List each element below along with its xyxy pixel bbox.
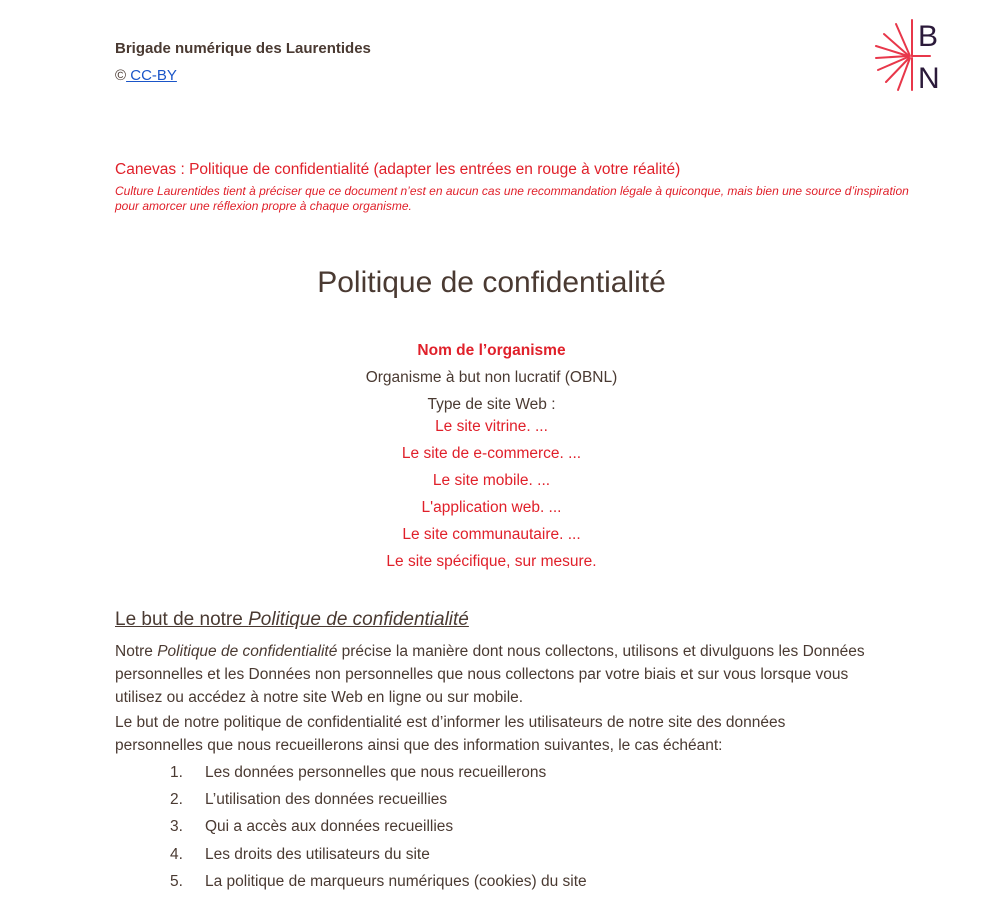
list-number: 5.	[170, 872, 183, 890]
list-number: 2.	[170, 791, 183, 809]
bn-logo	[872, 16, 944, 92]
site-type-item: Le site vitrine. ...	[435, 418, 548, 435]
list-item	[170, 762, 587, 789]
disclaimer: Culture Laurentides tient à préciser que ce document n’est en aucun cas une recommandation légale à quiconque, mais bien une source d’inspiration pour amorcer une réflexion propre à chaque organisme.	[115, 184, 909, 213]
section-heading-prefix: Le but de notre	[115, 609, 249, 630]
logo-letter-n: N	[918, 62, 940, 92]
site-type-item: Le site mobile. ...	[432, 472, 551, 489]
p1-rest: précise la manière dont nous collectons, utilisons et divulguons les Données personnelles et les Données non personnelles que nous collectons par votre biais et sur vous lorsque vous utilisez ou accédez à notre site Web en ligne ou sur mobile.	[115, 643, 865, 706]
list-number: 3.	[170, 818, 183, 836]
section-heading	[115, 609, 469, 631]
purpose-list	[170, 762, 587, 898]
list-item	[170, 871, 587, 898]
list-number: 4.	[170, 845, 183, 863]
site-type-item: Le site de e-commerce. ...	[401, 445, 582, 462]
p1-italic: Politique de confidentialité	[157, 643, 338, 660]
paragraph-purpose: Le but de notre politique de confidentialité est d’informer les utilisateurs de notre site des données personnelles que nous recueillerons ainsi que des information suivantes, le cas échéant:	[115, 714, 786, 754]
license-link[interactable]: CC-BY	[126, 67, 177, 84]
list-text: Les données personnelles que nous recueillerons	[205, 764, 547, 781]
list-text: L’utilisation des données recueillies	[205, 791, 448, 809]
section-heading-italic: Politique de confidentialité	[248, 609, 469, 630]
org-type: Organisme à but non lucratif (OBNL)	[365, 369, 618, 386]
list-item	[170, 816, 587, 843]
copyright-symbol: ©	[115, 67, 127, 84]
site-type-item: Le site communautaire. ...	[402, 526, 581, 543]
list-item	[170, 844, 587, 871]
list-item	[170, 789, 587, 816]
list-text: Qui a accès aux données recueillies	[205, 818, 454, 836]
p1-prefix: Notre	[115, 643, 158, 660]
paragraph-intro	[115, 640, 875, 709]
site-type-label: Type de site Web :	[427, 396, 556, 413]
license-line	[115, 67, 177, 84]
canvas-title: Canevas : Politique de confidentialité (adapter les entrées en rouge à votre réalité)	[115, 161, 681, 178]
organization-name: Brigade numérique des Laurentides	[115, 40, 371, 57]
list-number: 1.	[170, 764, 183, 781]
list-text: La politique de marqueurs numériques (cookies) du site	[205, 872, 587, 890]
site-type-item: L'application web. ...	[421, 499, 562, 516]
page-title: Politique de confidentialité	[317, 266, 666, 299]
list-text: Les droits des utilisateurs du site	[205, 845, 430, 863]
logo-letter-b: B	[918, 20, 939, 53]
site-type-item: Le site spécifique, sur mesure.	[386, 553, 597, 570]
org-name: Nom de l’organisme	[417, 342, 566, 359]
org-info-block	[0, 340, 983, 578]
